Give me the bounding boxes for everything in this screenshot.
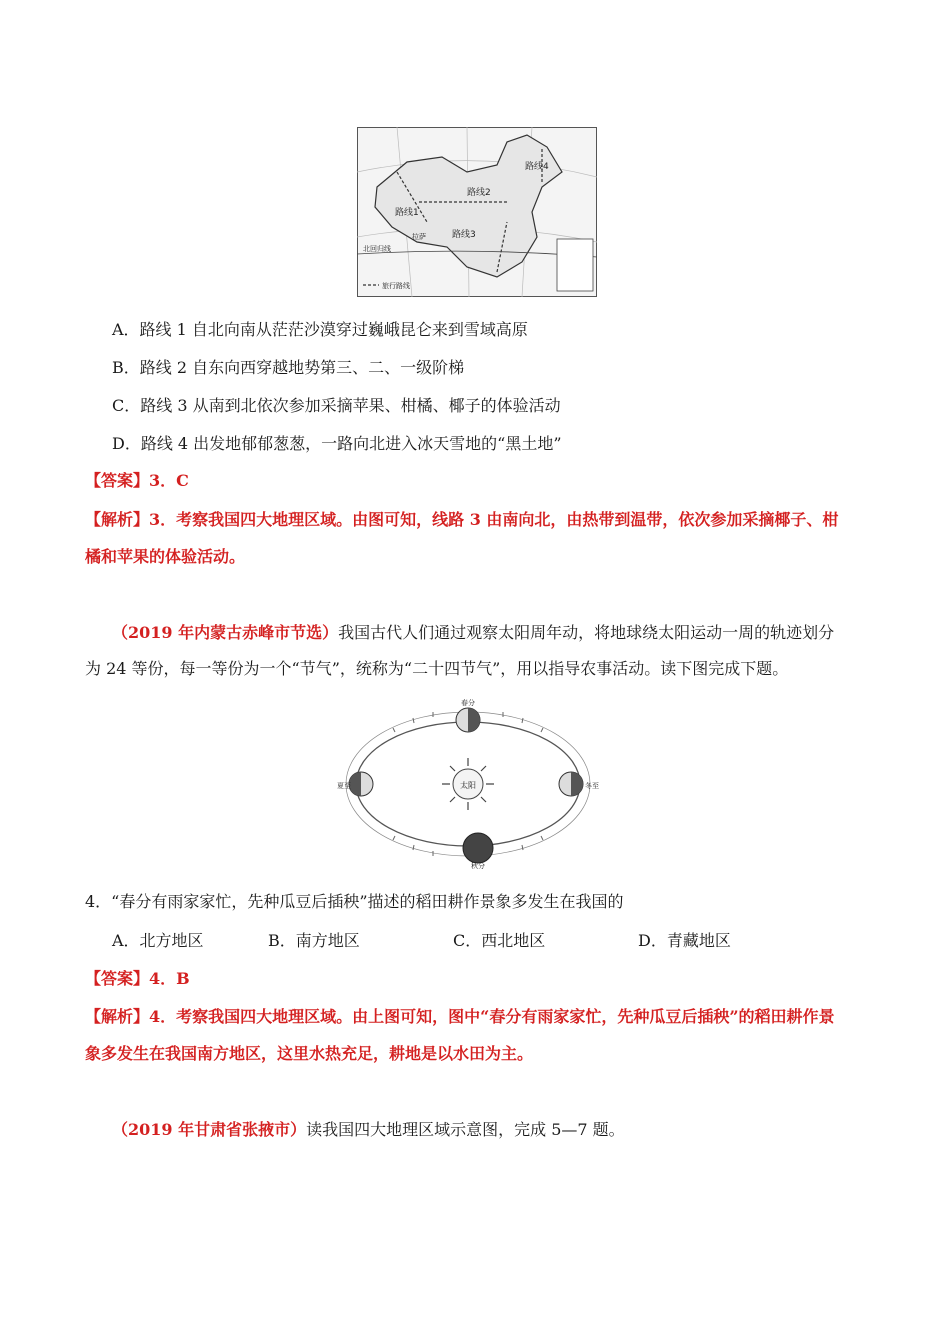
- lhasa-label: 拉萨: [412, 233, 426, 241]
- q4-option-c: C．西北地区: [453, 931, 546, 950]
- intro-text: 我国古代人们通过观察太阳周年动，将地球绕太阳运动一周的轨迹划分: [338, 623, 835, 642]
- q4-option-a: A．北方地区: [112, 931, 204, 950]
- answer-tag: 【答案】: [85, 471, 150, 490]
- q4-analysis-line2: 象多发生在我国南方地区，这里水热充足，耕地是以水田为主。: [85, 1044, 534, 1063]
- q5-intro: [112, 1118, 625, 1142]
- q4-stem: 4．“春分有雨家家忙，先种瓜豆后插秧”描述的稻田耕作景象多发生在我国的: [85, 892, 624, 911]
- q4-option-b: B．南方地区: [268, 931, 360, 950]
- source-tag: （2019 年内蒙古赤峰市节选）: [112, 623, 339, 642]
- earth-right-icon: [559, 772, 583, 796]
- q4-intro-line1: [112, 621, 834, 645]
- q3-answer: [85, 469, 189, 493]
- q4-analysis-line1: [85, 1005, 835, 1029]
- q3-option-b: B．路线 2 自东向西穿越地势第三、二、一级阶梯: [112, 358, 465, 377]
- answer-tag: 【答案】: [85, 969, 150, 988]
- tropic-label: 北回归线: [363, 245, 391, 253]
- analysis-tag: 【解析】: [85, 510, 150, 529]
- label-left: 夏至: [337, 782, 351, 790]
- q3-option-c: C．路线 3 从南到北依次参加采摘苹果、柑橘、椰子的体验活动: [112, 396, 561, 415]
- label-right: 冬至: [585, 782, 599, 790]
- earth-top-icon: [456, 708, 480, 732]
- route1-label: 路线1: [395, 208, 419, 218]
- q3-option-d: D．路线 4 出发地郁郁葱葱，一路向北进入冰天雪地的“黑土地”: [112, 434, 562, 453]
- analysis-text: 4．考察我国四大地理区域。由上图可知，图中“春分有雨家家忙，先种瓜豆后插秧”的稻田耕作景: [149, 1007, 835, 1026]
- earth-bottom-icon: [463, 833, 493, 863]
- sun-label: 太阳: [460, 781, 476, 790]
- q3-analysis-line2: 橘和苹果的体验活动。: [85, 547, 246, 566]
- q4-intro-line2: 为 24 等份，每一等份为一个“节气”，统称为“二十四节气”，用以指导农事活动。读下图完成下题。: [85, 659, 789, 678]
- q4-option-d: D．青藏地区: [638, 931, 731, 950]
- route3-label: 路线3: [452, 230, 476, 240]
- sun-icon: [442, 758, 494, 810]
- label-bottom: 秋分: [471, 862, 485, 870]
- legend-label: 旅行路线: [382, 282, 410, 290]
- q3-analysis-line1: [85, 508, 838, 532]
- answer-value: 3．C: [149, 471, 189, 490]
- q4-answer: [85, 967, 190, 991]
- analysis-tag: 【解析】: [85, 1007, 150, 1026]
- answer-value: 4．B: [149, 969, 190, 988]
- source-tag: （2019 年甘肃省张掖市）: [112, 1120, 307, 1139]
- q3-option-a: A．路线 1 自北向南从茫茫沙漠穿过巍峨昆仑来到雪域高原: [112, 320, 528, 339]
- china-route-map: [357, 127, 597, 297]
- solar-terms-orbit-diagram: [333, 698, 603, 870]
- label-top: 春分: [461, 699, 475, 707]
- analysis-text: 3．考察我国四大地理区域。由图可知，线路 3 由南向北，由热带到温带，依次参加采摘椰子、柑: [149, 510, 839, 529]
- intro-text: 读我国四大地理区域示意图，完成 5—7 题。: [306, 1120, 625, 1139]
- earth-left-icon: [349, 772, 373, 796]
- route2-label: 路线2: [467, 188, 491, 198]
- route4-label: 路线4: [525, 162, 549, 172]
